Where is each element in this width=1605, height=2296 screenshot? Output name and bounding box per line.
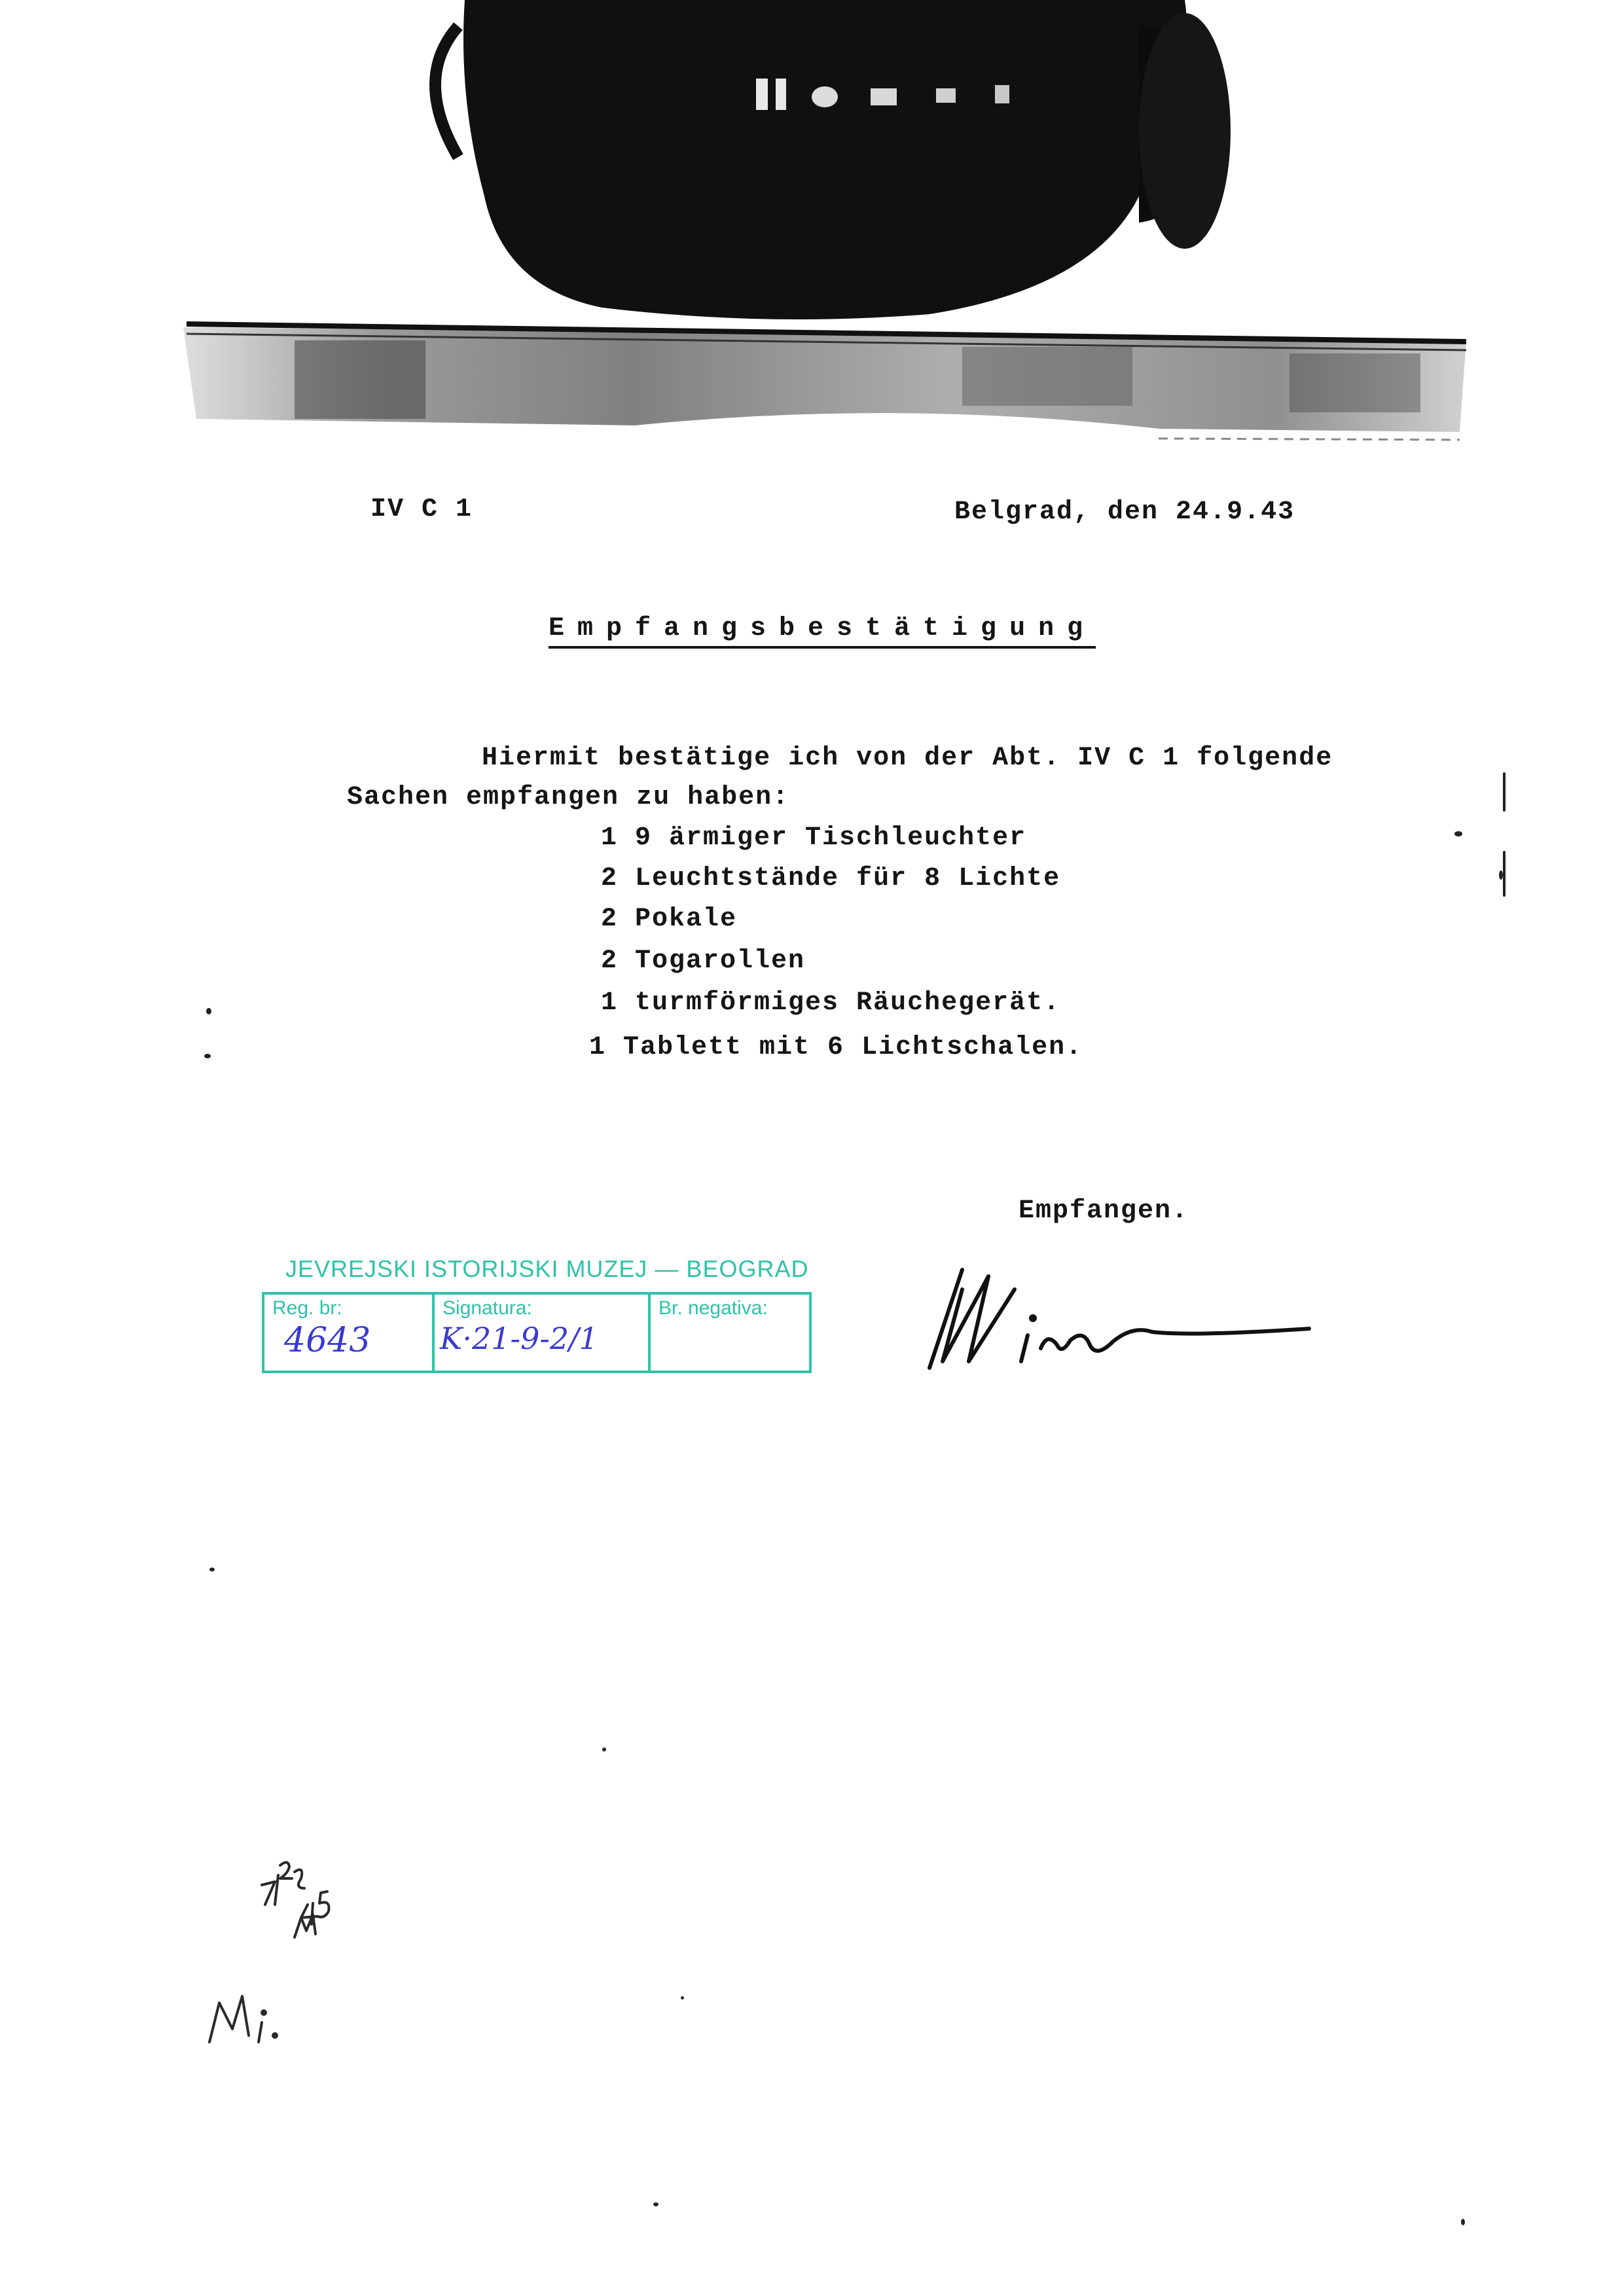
stamp-cell-negativ	[651, 1295, 810, 1371]
stamp-reg-value: 4643	[284, 1321, 371, 1360]
stamp-reg-label: Reg. br:	[272, 1297, 342, 1319]
stamp-signatura-value: K·21-9-2/1	[440, 1321, 598, 1356]
stamp-signatura-label: Signatura:	[442, 1297, 532, 1319]
stamp-box	[262, 1292, 812, 1373]
list-item: 2 Leuchtstände für 8 Lichte	[601, 864, 1061, 893]
copy-speck	[1454, 831, 1462, 836]
copy-speck	[209, 1568, 215, 1571]
copy-speck	[1461, 2219, 1465, 2225]
list-item: 2 Togarollen	[601, 946, 806, 976]
copy-speck	[206, 1008, 211, 1014]
body-line-1: Hiermit bestätige ich von der Abt. IV C 1 folgende	[482, 744, 1333, 773]
pencil-annotation	[196, 1826, 393, 2062]
place-and-date: Belgrad, den 24.9.43	[954, 497, 1295, 527]
copy-edge-mark	[1503, 851, 1506, 897]
stamp-cell-signatura	[435, 1295, 651, 1371]
list-item: 1 9 ärmiger Tischleuchter	[601, 823, 1027, 853]
copy-speck	[204, 1054, 211, 1058]
stamp-cell-reg	[264, 1295, 435, 1371]
stamp-institution: JEVREJSKI ISTORIJSKI MUZEJ — BEOGRAD	[285, 1255, 809, 1282]
stamp-negativ-label: Br. negativa:	[658, 1297, 768, 1319]
document-title: Empfangsbestätigung	[549, 614, 1096, 649]
handwritten-signature	[916, 1263, 1322, 1374]
body-line-2: Sachen empfangen zu haben:	[347, 783, 790, 812]
photocopy-header-image	[177, 0, 1473, 458]
office-code: IV C 1	[370, 495, 473, 524]
list-item: 1 turmförmiges Räuchegerät.	[601, 988, 1061, 1018]
copy-edge-mark	[1503, 772, 1506, 812]
copy-speck	[681, 1996, 684, 2000]
list-item: 2 Pokale	[601, 905, 738, 934]
list-item: 1 Tablett mit 6 Lichtschalen.	[589, 1033, 1083, 1062]
receipt-label: Empfangen.	[1019, 1196, 1189, 1226]
copy-speck	[653, 2202, 658, 2206]
copy-speck	[602, 1748, 606, 1751]
museum-stamp	[262, 1255, 818, 1378]
